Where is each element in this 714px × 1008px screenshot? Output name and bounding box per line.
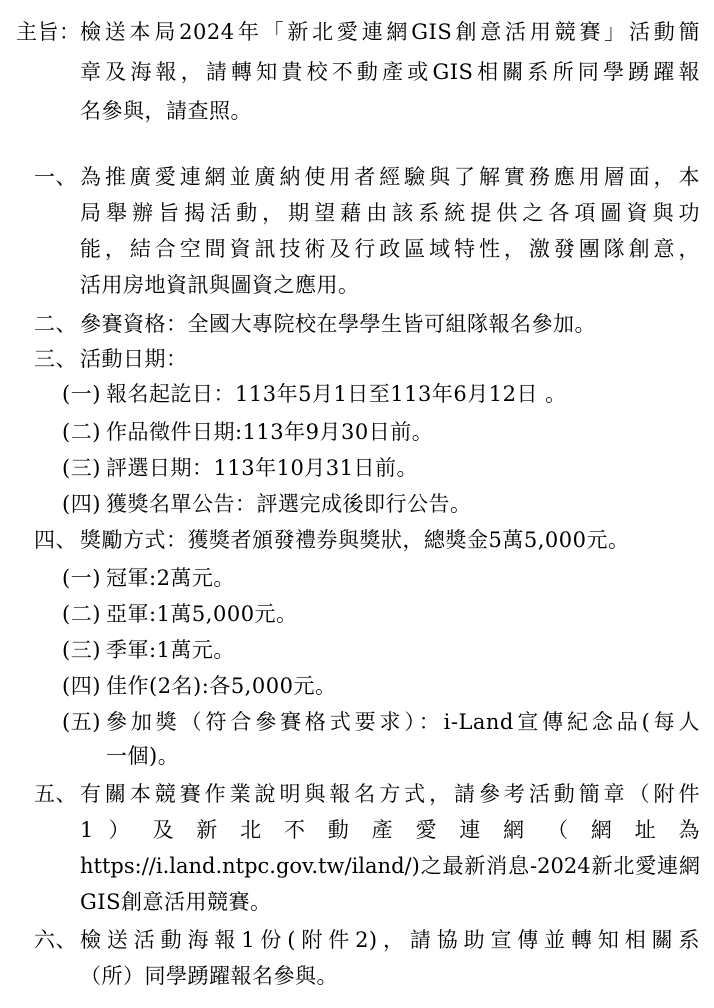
item-marker: 三、 [34, 347, 77, 371]
subject-line: 章及海報，請轉知貴校不動產或GIS相關系所同學踴躍報 [80, 60, 700, 84]
sub-marker: (一) [62, 382, 101, 406]
sub-item-text: 獲獎名單公告：評選完成後即行公告。 [106, 492, 472, 516]
sub-marker: (五) [62, 710, 101, 734]
sub-item-text: 評選日期：113年10月31日前。 [106, 456, 419, 480]
item-four-text: 獎勵方式：獲獎者頒發禮券與獎狀，總獎金5萬5,000元。 [80, 528, 630, 552]
sub-item-text: 佳作(2名):各5,000元。 [106, 674, 337, 698]
item-five-line: GIS創意活用競賽。 [80, 890, 272, 914]
item-one-line: 為推廣愛連網並廣納使用者經驗與了解實務應用層面，本 [80, 165, 700, 189]
sub-item-text: 作品徵件日期:113年9月30日前。 [106, 420, 434, 444]
sub-item-text: 冠軍:2萬元。 [106, 566, 235, 590]
sub-marker: (三) [62, 456, 101, 480]
sub-marker: (二) [62, 602, 101, 626]
item-five-line: 1 ） 及 新 北 不 動 產 愛 連 網 （ 網 址 為 [80, 818, 700, 842]
sub-item-text: 參加獎（符合參賽格式要求）：i-Land宣傳紀念品(每人 [106, 710, 700, 734]
item-six-line: 檢送活動海報1份(附件2)，請協助宣傳並轉知相關系 [80, 928, 700, 952]
sub-marker: (四) [62, 492, 101, 516]
item-six-line: （所）同學踴躍報名參與。 [80, 964, 338, 988]
sub-marker: (三) [62, 638, 101, 662]
item-five-line: https://i.land.ntpc.gov.tw/iland/)之最新消息-2024新北愛連網 [80, 854, 700, 878]
sub-item-text: 報名起訖日：113年5月1日至113年6月12日 。 [106, 382, 567, 406]
sub-item-continuation: 一個)。 [106, 744, 180, 768]
item-five-line: 有關本競賽作業說明與報名方式，請參考活動簡章（附件 [80, 782, 700, 806]
subject-label: 主旨： [16, 20, 81, 44]
subject-line: 檢送本局2024年「新北愛連網GIS創意活用競賽」活動簡 [80, 20, 700, 44]
item-marker: 一、 [34, 165, 77, 189]
item-one-line: 能，結合空間資訊技術及行政區域特性，激發團隊創意， [80, 237, 700, 261]
item-marker: 五、 [34, 782, 77, 806]
subject-line: 名參與，請查照。 [80, 99, 252, 123]
item-marker: 六、 [34, 928, 77, 952]
item-one-line: 局舉辦旨揭活動，期望藉由該系統提供之各項圖資與功 [80, 201, 700, 225]
item-two-text: 參賽資格：全國大專院校在學學生皆可組隊報名參加。 [80, 312, 596, 336]
sub-marker: (二) [62, 420, 101, 444]
sub-marker: (一) [62, 566, 101, 590]
item-three-text: 活動日期： [80, 347, 188, 371]
sub-marker: (四) [62, 674, 101, 698]
item-marker: 四、 [34, 528, 77, 552]
sub-item-text: 季軍:1萬元。 [106, 638, 235, 662]
item-one-line: 活用房地資訊與圖資之應用。 [80, 273, 360, 297]
sub-item-text: 亞軍:1萬5,000元。 [106, 602, 298, 626]
item-marker: 二、 [34, 312, 77, 336]
